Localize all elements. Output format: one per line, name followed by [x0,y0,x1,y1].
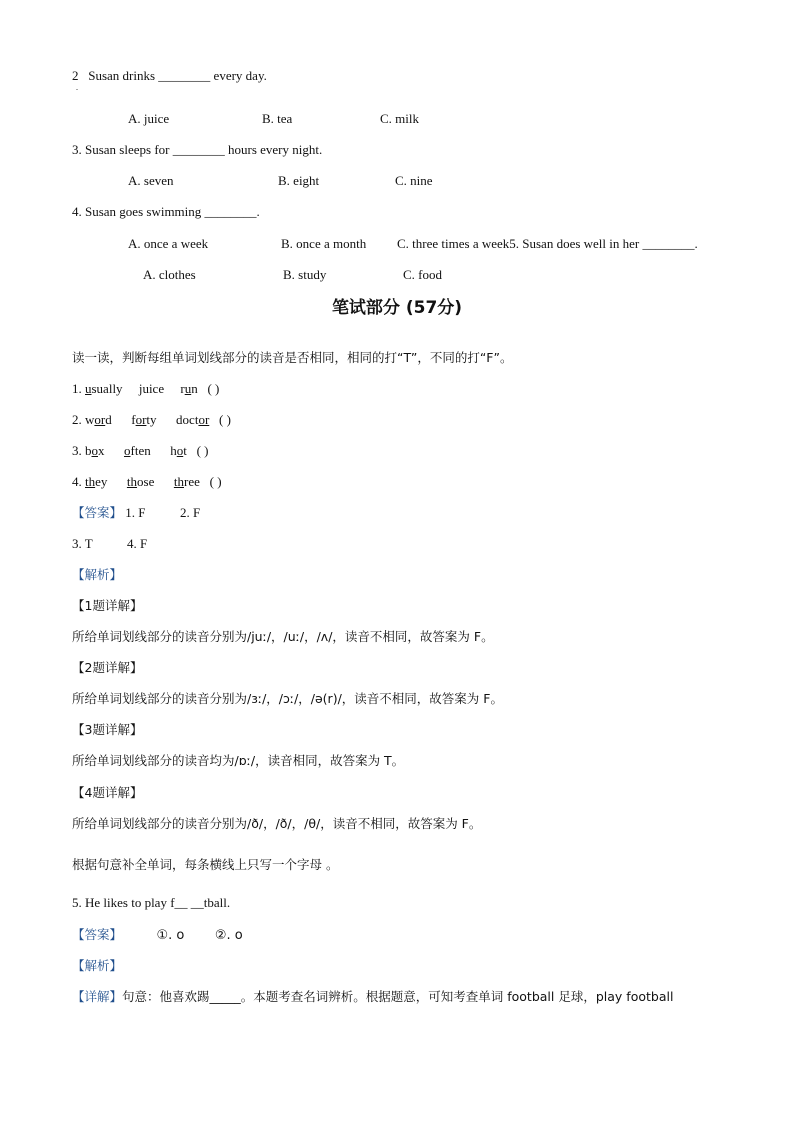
answer-row [72,927,243,944]
detail-label: 【3题详解】 [72,722,143,737]
detail-row [72,989,673,1005]
detail-text: 句意：他喜欢踢_____。本题考查名词辨析。根据题意，可知考查单词 football 足球，play football [122,989,674,1004]
item-number: 3. [72,443,82,458]
option: B. eight [278,173,320,188]
question-number: 2 [72,68,79,83]
item-number: 4. [72,474,82,489]
option: B. study [283,267,327,282]
detail-text: 所给单词划线部分的读音均为/ɒː/，读音相同，故答案为 T。 [72,753,405,768]
analysis-label: 【解析】 [72,958,123,973]
answer-paren: ( ) [219,412,231,427]
instruction: 根据句意补全单词，每条横线上只写一个字母 。 [72,857,339,872]
option: A. juice [128,111,170,126]
detail-text: 所给单词划线部分的读音分别为/juː/，/uː/，/ʌ/，读音不相同，故答案为 F。 [72,629,494,644]
detail-text: 所给单词划线部分的读音分别为/ɜː/，/ɔː/，/ə(r)/，读音不相同，故答案为 F。 [72,691,503,706]
analysis-label: 【解析】 [72,567,123,582]
option: C. three times a week5. Susan does well in her ________. [397,236,698,251]
answer-label: 【答案】 [72,505,123,520]
option: A. seven [128,173,174,188]
option: A. clothes [143,267,196,282]
option: C. food [403,267,442,282]
answer: 2. F [180,505,201,520]
option: C. nine [395,173,433,188]
option: B. once a month [281,236,367,251]
word: box [85,443,105,458]
question-2 [72,68,267,84]
answer-paren: ( ) [207,381,220,396]
detail-label: 【4题详解】 [72,785,143,800]
detail-label: 【2题详解】 [72,660,143,675]
word: those [126,474,155,489]
item-number: 2. [72,412,82,427]
question-3: 3. Susan sleeps for ________ hours every night. [72,142,323,157]
answer: ①. o [156,928,185,943]
item-row [72,412,231,428]
word: run [180,381,198,396]
question-stem: Susan drinks ________ every day. [88,68,267,83]
word: forty [131,412,157,427]
question-4: 4. Susan goes swimming ________. [72,204,260,219]
item-row [72,443,209,459]
word: doctor [176,412,210,427]
option: A. once a week [128,236,209,251]
answer: 4. F [126,536,148,551]
instruction: 读一读，判断每组单词划线部分的读音是否相同，相同的打“T”，不同的打“F”。 [72,350,513,365]
item-row [72,381,219,397]
word: usually [85,381,123,396]
answer-row [72,536,147,552]
item-number: 1. [72,381,82,396]
word: three [173,474,200,489]
word: word [85,412,112,427]
dot-mark: . [76,83,78,92]
answer-paren: ( ) [209,474,222,489]
word: they [85,474,108,489]
answer-row [72,505,200,521]
detail-text: 所给单词划线部分的读音分别为/ð/，/ð/，/θ/，读音不相同，故答案为 F。 [72,816,482,831]
option: C. milk [380,111,420,126]
detail-label: 【1题详解】 [72,598,143,613]
option: B. tea [262,111,293,126]
section-title: 笔试部分 (57分) [331,298,463,318]
detail-label: 【详解】 [72,989,123,1004]
answer-label: 【答案】 [72,927,123,942]
answer: 1. F [125,505,146,520]
word: often [124,443,151,458]
item-row [72,474,222,490]
word: hot [170,443,187,458]
answer-paren: ( ) [196,443,209,458]
answer: 3. T [72,536,93,551]
answer: ②. o [214,928,243,943]
word: juice [138,381,165,396]
question-5: 5. He likes to play f__ __tball. [72,895,231,910]
